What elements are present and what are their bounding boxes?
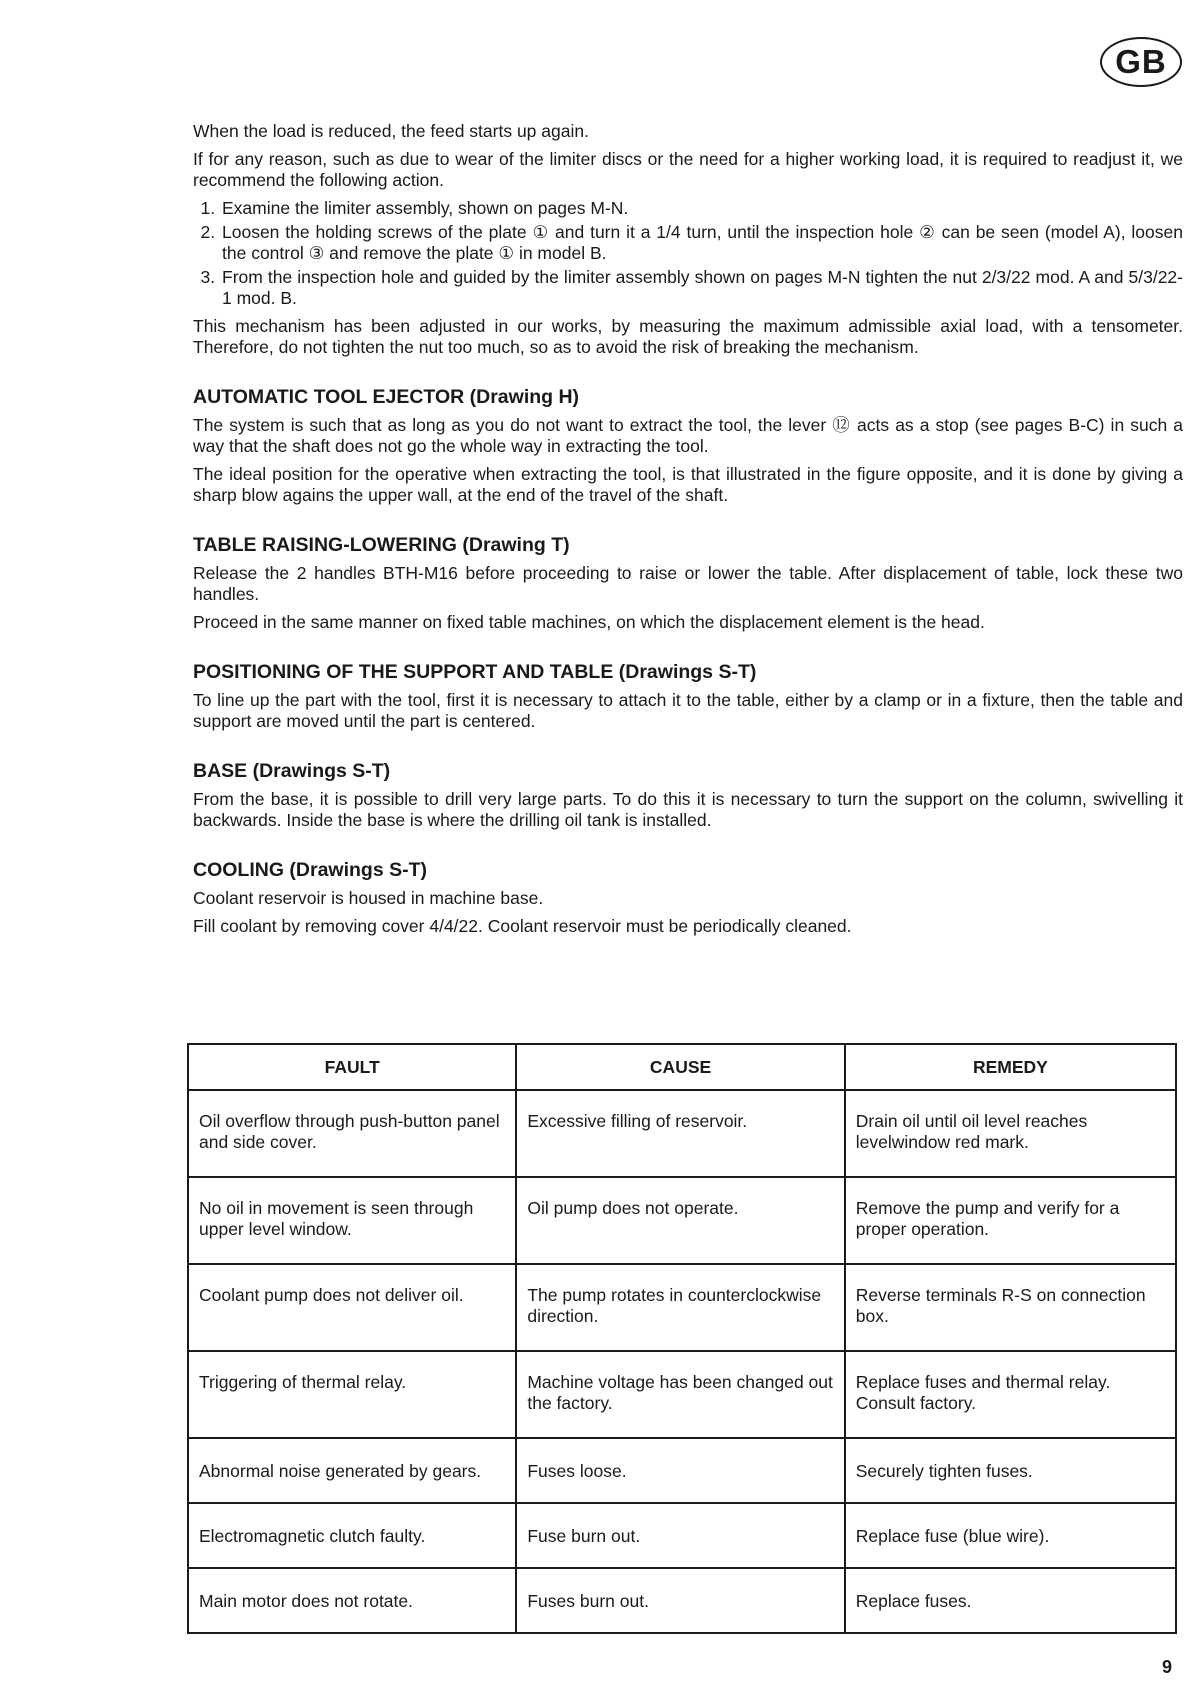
base-paragraph-1: From the base, it is possible to drill very large parts. To do this it is necessary to turn the support on the column, swivelling it backwards. Inside the base is where the drilling oil tank is installed. — [193, 789, 1183, 830]
table-row — [188, 1090, 1176, 1177]
page-number: 9 — [1162, 1657, 1173, 1677]
section-title-base: BASE (Drawings S-T) — [193, 760, 391, 782]
fault-cell: No oil in movement is seen through upper level window. — [188, 1177, 516, 1264]
fault-cell: Abnormal noise generated by gears. — [188, 1438, 516, 1503]
remedy-cell: Replace fuses and thermal relay. Consult factory. — [845, 1351, 1176, 1438]
table-row — [188, 1177, 1176, 1264]
remedy-cell: Drain oil until oil level reaches levelwindow red mark. — [845, 1090, 1176, 1177]
table-row — [188, 1351, 1176, 1438]
ejector-paragraph-1: The system is such that as long as you do not want to extract the tool, the lever ⑫ acts as a stop (see pages B-C) in such a way that the shaft does not go the whole way in extracting the tool. — [193, 415, 1183, 456]
intro-paragraph-3: This mechanism has been adjusted in our works, by measuring the maximum admissible axial load, with a tensometer. Therefore, do not tighten the nut too much, so as to avoid the risk of breaking the mechanism. — [193, 316, 1183, 357]
language-badge: GB — [1100, 37, 1182, 87]
cause-cell: Fuse burn out. — [516, 1503, 844, 1568]
section-title-table-raising: TABLE RAISING-LOWERING (Drawing T) — [193, 534, 570, 556]
column-header-fault: FAULT — [188, 1044, 516, 1090]
fault-cell: Coolant pump does not deliver oil. — [188, 1264, 516, 1351]
cause-cell: The pump rotates in counterclockwise direction. — [516, 1264, 844, 1351]
table-header-row — [188, 1044, 1176, 1090]
cooling-paragraph-1: Coolant reservoir is housed in machine base. — [193, 888, 544, 908]
remedy-cell: Reverse terminals R-S on connection box. — [845, 1264, 1176, 1351]
fault-cell: Oil overflow through push-button panel and side cover. — [188, 1090, 516, 1177]
fault-cell: Triggering of thermal relay. — [188, 1351, 516, 1438]
column-header-remedy: REMEDY — [845, 1044, 1176, 1090]
intro-paragraph-2: If for any reason, such as due to wear of the limiter discs or the need for a higher working load, it is required to readjust it, we recommend the following action. — [193, 149, 1183, 190]
table-row — [188, 1264, 1176, 1351]
table-raising-paragraph-1: Release the 2 handles BTH-M16 before proceeding to raise or lower the table. After displacement of table, lock these two handles. — [193, 563, 1183, 604]
section-title-ejector: AUTOMATIC TOOL EJECTOR (Drawing H) — [193, 386, 580, 408]
fault-cell: Main motor does not rotate. — [188, 1568, 516, 1633]
adjustment-steps — [193, 198, 1183, 309]
fault-cell: Electromagnetic clutch faulty. — [188, 1503, 516, 1568]
intro-paragraph-1: When the load is reduced, the feed starts up again. — [193, 121, 589, 141]
document-body — [193, 121, 1183, 944]
step-item: 2. Loosen the holding screws of the plate ① and turn it a 1/4 turn, until the inspection hole ② can be seen (model A), loosen the control ③ and remove the plate ① in model B. — [220, 222, 1183, 264]
table-row — [188, 1438, 1176, 1503]
positioning-paragraph-1: To line up the part with the tool, first it is necessary to attach it to the table, either by a clamp or in a fixture, then the table and support are moved until the part is centered. — [193, 690, 1183, 731]
table-row — [188, 1503, 1176, 1568]
remedy-cell: Replace fuse (blue wire). — [845, 1503, 1176, 1568]
ejector-paragraph-2: The ideal position for the operative when extracting the tool, is that illustrated in the figure opposite, and it is done by giving a sharp blow agains the upper wall, at the end of the travel of the shaft. — [193, 464, 1183, 505]
cause-cell: Oil pump does not operate. — [516, 1177, 844, 1264]
cause-cell: Fuses loose. — [516, 1438, 844, 1503]
remedy-cell: Replace fuses. — [845, 1568, 1176, 1633]
section-title-cooling: COOLING (Drawings S-T) — [193, 859, 427, 881]
cause-cell: Fuses burn out. — [516, 1568, 844, 1633]
table-row — [188, 1568, 1176, 1633]
fault-table — [187, 1043, 1177, 1634]
section-title-positioning: POSITIONING OF THE SUPPORT AND TABLE (Drawings S-T) — [193, 661, 757, 683]
table-raising-paragraph-2: Proceed in the same manner on fixed table machines, on which the displacement element is the head. — [193, 612, 985, 632]
step-item: 3. From the inspection hole and guided by the limiter assembly shown on pages M-N tighten the nut 2/3/22 mod. A and 5/3/22-1 mod. B. — [220, 267, 1183, 309]
step-item: 1. Examine the limiter assembly, shown on pages M-N. — [220, 198, 1183, 219]
remedy-cell: Remove the pump and verify for a proper operation. — [845, 1177, 1176, 1264]
cause-cell: Machine voltage has been changed out the factory. — [516, 1351, 844, 1438]
remedy-cell: Securely tighten fuses. — [845, 1438, 1176, 1503]
column-header-cause: CAUSE — [516, 1044, 844, 1090]
cause-cell: Excessive filling of reservoir. — [516, 1090, 844, 1177]
cooling-paragraph-2: Fill coolant by removing cover 4/4/22. Coolant reservoir must be periodically cleaned. — [193, 916, 852, 936]
